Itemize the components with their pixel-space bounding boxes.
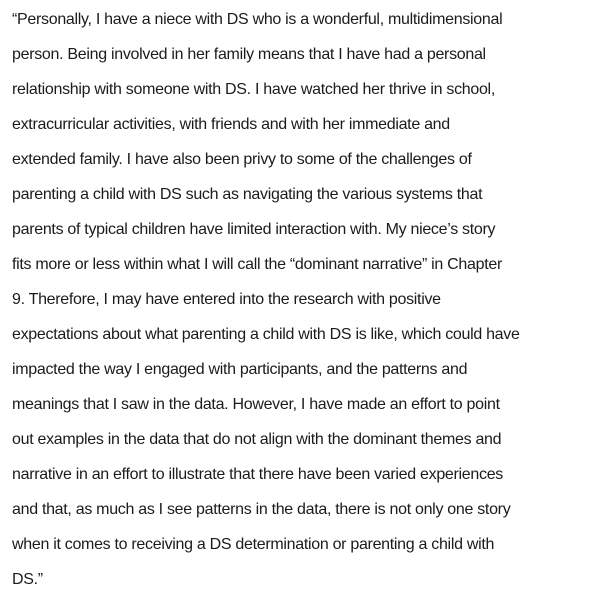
- text-line: impacted the way I engaged with participants, and the patterns and: [12, 361, 468, 378]
- text-line: expectations about what parenting a child with DS is like, which could have: [12, 326, 520, 343]
- text-line: when it comes to receiving a DS determination or parenting a child with: [12, 536, 495, 553]
- text-line: 9. Therefore, I may have entered into the research with positive: [12, 291, 441, 308]
- text-line: DS.”: [12, 571, 43, 588]
- text-line: narrative in an effort to illustrate that there have been varied experiences: [12, 466, 503, 483]
- text-line: meanings that I saw in the data. However, I have made an effort to point: [12, 396, 500, 413]
- text-line: extracurricular activities, with friends and with her immediate and: [12, 116, 450, 133]
- text-line: person. Being involved in her family means that I have had a personal: [12, 46, 486, 63]
- text-line: parents of typical children have limited interaction with. My niece’s story: [12, 221, 496, 238]
- text-line: extended family. I have also been privy to some of the challenges of: [12, 151, 472, 168]
- text-line: out examples in the data that do not align with the dominant themes and: [12, 431, 502, 448]
- text-line: relationship with someone with DS. I have watched her thrive in school,: [12, 81, 495, 98]
- text-line: fits more or less within what I will call the “dominant narrative” in Chapter: [12, 256, 502, 273]
- text-line: and that, as much as I see patterns in the data, there is not only one story: [12, 501, 511, 518]
- text-line: parenting a child with DS such as navigating the various systems that: [12, 186, 483, 203]
- text-line: “Personally, I have a niece with DS who is a wonderful, multidimensional: [12, 11, 503, 28]
